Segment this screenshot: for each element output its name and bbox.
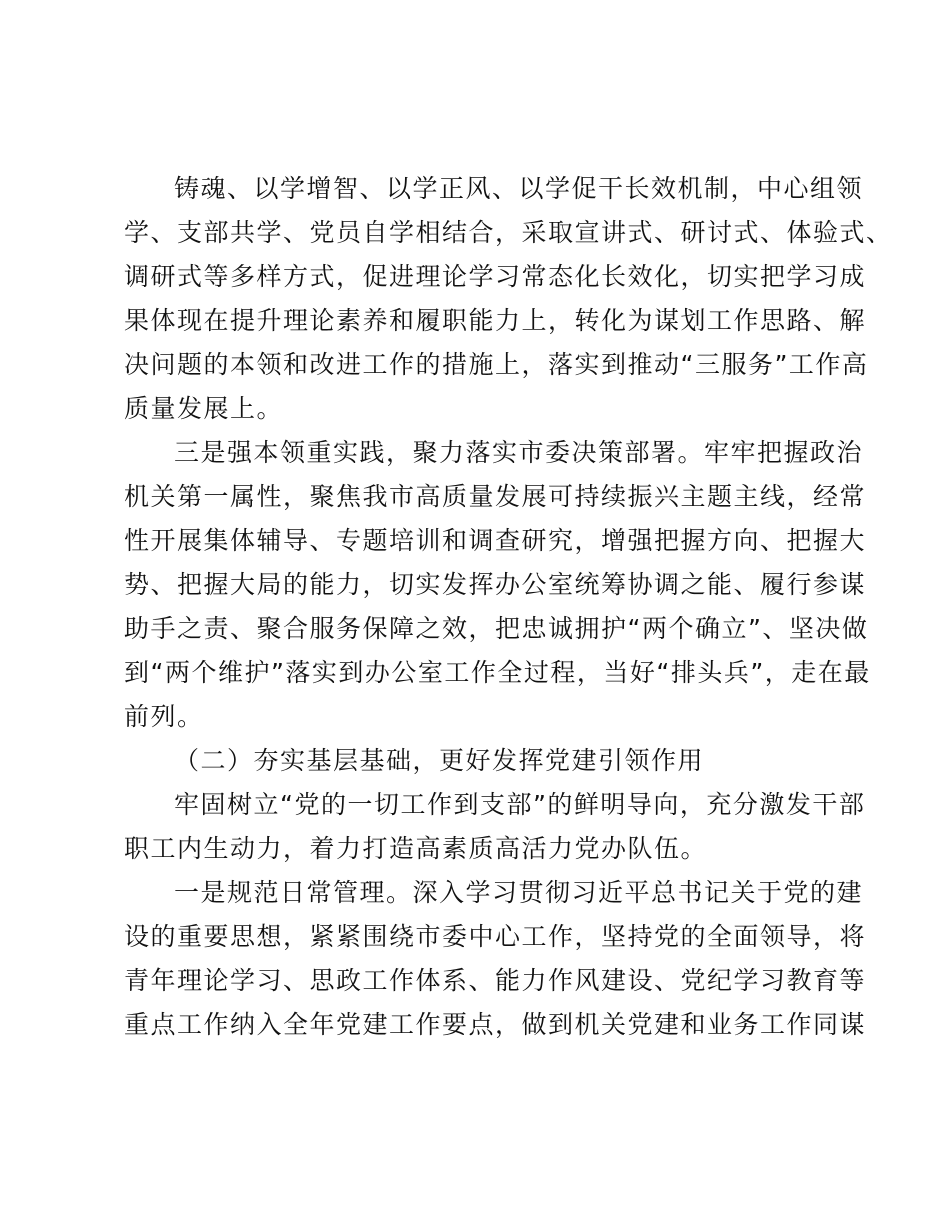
text-line: 前列。 (124, 702, 204, 731)
text-line: 三是强本领重实践，聚力落实市委决策部署。牢牢把握政治 (174, 438, 864, 467)
text-line: 果体现在提升理论素养和履职能力上，转化为谋划工作思路、解 (124, 306, 867, 335)
text-line: 重点工作纳入全年党建工作要点，做到机关党建和业务工作同谋 (124, 1010, 867, 1039)
text-line: 设的重要思想，紧紧围绕市委中心工作，坚持党的全面领导，将 (124, 922, 867, 951)
text-line: 性开展集体辅导、专题培训和调查研究，增强把握方向、把握大 (124, 526, 867, 555)
text-line: 青年理论学习、思政工作体系、能力作风建设、党纪学习教育等 (124, 966, 867, 995)
text-line: 质量发展上。 (124, 394, 284, 423)
text-line: 助手之责、聚合服务保障之效，把忠诚拥护“两个确立”、坚决做 (124, 614, 869, 643)
text-line: 职工内生动力，着力打造高素质高活力党办队伍。 (124, 834, 708, 863)
text-line: 学、支部共学、党员自学相结合，采取宣讲式、研讨式、体验式、 (124, 218, 893, 247)
text-line: 到“两个维护”落实到办公室工作全过程，当好“排头兵”，走在最 (124, 658, 871, 687)
text-line: 调研式等多样方式，促进理论学习常态化长效化，切实把学习成 (124, 262, 867, 291)
body-text (124, 167, 893, 1047)
section-heading: （二）夯实基层基础，更好发挥党建引领作用 (174, 746, 705, 775)
text-line: 势、把握大局的能力，切实发挥办公室统筹协调之能、履行参谋 (124, 570, 867, 599)
text-line: 机关第一属性，聚焦我市高质量发展可持续振兴主题主线，经常 (124, 482, 867, 511)
text-line: 铸魂、以学增智、以学正风、以学促干长效机制，中心组领 (174, 174, 864, 203)
text-line: 决问题的本领和改进工作的措施上，落实到推动“三服务”工作高 (124, 350, 869, 379)
text-line: 牢固树立“党的一切工作到支部”的鲜明导向，充分激发干部 (174, 790, 866, 819)
text-line: 一是规范日常管理。深入学习贯彻习近平总书记关于党的建 (174, 878, 864, 907)
